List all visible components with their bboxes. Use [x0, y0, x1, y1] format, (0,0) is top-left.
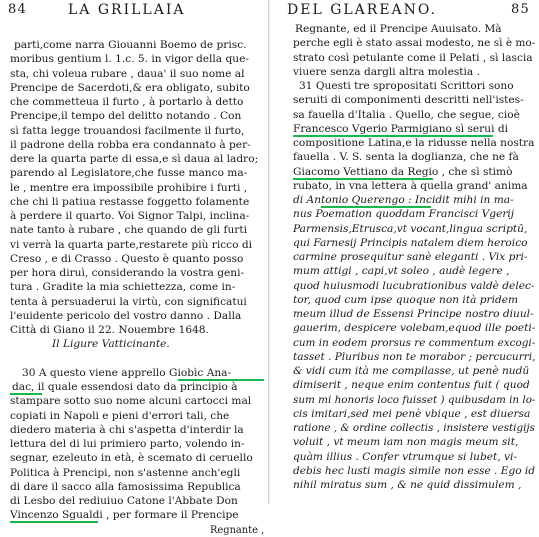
text-line: sta, chi voleua rubare , daua' il suo nome al [10, 67, 245, 80]
text-line: meum illud de Essensi Principe nostro diuul- [293, 308, 534, 320]
text-line: seruiti di componimenti descritti nell'istes- [293, 94, 524, 107]
text-line: dac, il quale essendosi dato da principio à [12, 381, 238, 393]
text-line: tenta à persuaderui la virtù, con significatui [10, 295, 247, 308]
text-line: cum in eodem prorsus re commentum excogi- [293, 336, 536, 349]
text-line: Prencipe de Sacerdoti,& era obligato, subito [10, 81, 250, 94]
text-line: Regnante, ed il Prencipe Auuisato. Mà [295, 23, 502, 35]
text-line: quàm illius . Confer vtrumque si lubet, vi- [293, 450, 517, 463]
text-line: sa fauella d'Italia . Quello, che segue, cioè [293, 108, 520, 121]
text-line: lettura del di lui primiero parto, volendo in- [10, 438, 245, 450]
text-line: nus Poemation quoddam Francisci Vgerij [293, 208, 515, 221]
text-line: tasset . Pluribus non te morabor ; percucurri, [293, 350, 536, 363]
text-line: debis hec lusti magis simile non esse . Ego id [293, 464, 536, 477]
text-line: gauerim, despicere volebam,equod ille poeti- [293, 322, 536, 335]
text-line: sum mi honoris loco fuisset ) quibusdam in lo- [293, 393, 536, 406]
text-line: strato così petulante come il Pelati , sì lascia [293, 51, 533, 64]
text-line: Parmensis,Etrusca,vt vocant,lingua scriptū, [293, 222, 528, 235]
text-line: parendo al Legislatore,che fusse manco ma- [10, 167, 248, 180]
text-line: dimiserit , neque enim contentus fuit ( quod [293, 379, 530, 392]
text-line: copiati in Napoli e pieni d'errori tali, che [10, 409, 230, 422]
text-line: cis imitari,sed mei penè vbique , est diuersa [293, 407, 531, 420]
text-line: Prencipe,il tempo del delitto notando . Con [10, 110, 242, 123]
text-line: Vincenzo Sgualdi , per formare il Prencipe [10, 509, 239, 522]
text-line: sì fatta legge trouandosi facilmente il furto, [10, 124, 245, 137]
text-line: viuere senza dargli altra molestia . [293, 65, 480, 78]
text-line: & vidi cum ità me compilasse, ut penè nudū [293, 365, 530, 377]
text-line: di Lesbo del rediuiuo Catone l'Abbate Don [10, 495, 238, 507]
text-line: diedero materia à chi s'aspetta d'interdir la [10, 423, 244, 436]
left-page [0, 0, 268, 536]
text-line: nate tanto à rubare , che quando de gli furti [10, 224, 247, 237]
text-line: perche egli è stato assai modesto, ne sì è mo- [293, 37, 536, 50]
running-title: DEL GLAREANO. [287, 2, 438, 18]
text-line: che chi li patiua restasse foggetto folamente [10, 195, 250, 208]
page-number: 85 [511, 2, 530, 17]
text-line: il padrone della robba era condannato à per- [10, 138, 251, 151]
right-page [271, 0, 539, 504]
text-line: l'euidente pericolo del vostro danno . Dalla [10, 309, 242, 322]
text-line: Il Ligure Vatticinante. [52, 338, 170, 351]
text-line: di Antonio Querengo : Incidit mihi in ma- [293, 194, 514, 206]
green-underline-highlight [293, 135, 493, 137]
text-line: à perdere il quarto. Voi Signor Talpi, inclina- [10, 210, 250, 222]
text-line: nihil miratus sum , & ne quid dissimulem , [293, 479, 522, 491]
text-line: fauella . V. S. senta la doglianza, che ne fà [293, 151, 519, 164]
text-line: quod huiusmodi lucubrationibus valdè delec- [293, 279, 535, 292]
page-number: 84 [8, 2, 27, 17]
text-line: Creso , e di Crasso . Questo è quanto posso [10, 252, 244, 265]
text-line: dere la quarta parte di essa,e sì daua al ladro; [10, 153, 259, 165]
text-line: voluit , vt meum iam non magis meum sit, [293, 436, 519, 449]
text-line: carmine prosequitur sanè eleganti . Vix pri- [293, 251, 528, 263]
text-line: stampare sotto suo nome alcuni cartocci mal [10, 395, 252, 408]
text-line: Politica à Prencipi, non s'astenne anch'egli [10, 466, 241, 479]
text-line: moribus gentium l. 1.c. 5. in vigor della que- [10, 53, 249, 66]
running-title: LA GRILLAIA [68, 2, 186, 18]
green-underline-highlight [293, 178, 433, 180]
text-line: tor, quod cum ipse quoque non ità pridem [293, 293, 519, 306]
text-line: Città di Giano il 22. Nouembre 1648. [10, 324, 209, 336]
text-line: tura . Gradite la mia schiettezza, come in- [10, 281, 236, 294]
text-line: 31 Questi tre spropositati Scrittori sono [299, 80, 514, 92]
text-line: le , mentre era impossibile prohibire i furti , [10, 181, 248, 194]
text-line: qui Farnesij Principis natalem diem heroico [293, 236, 528, 249]
text-line: parti,come narra Giouanni Boemo de prisc. [14, 39, 247, 51]
text-line: ratione , & ordine collectis , insistere vestigijs [293, 422, 535, 434]
green-underline-highlight [178, 379, 264, 381]
green-underline-highlight [321, 206, 431, 208]
text-line: segnar, ezeleuto in età, è scemato di ceruello [10, 452, 253, 465]
green-underline-highlight [10, 393, 42, 395]
text-line: Giacomo Vettiano da Regio , che sì stimò [293, 165, 513, 178]
text-line: Francesco Vgerio Parmigiano sì serui di [293, 122, 508, 135]
green-underline-highlight [10, 521, 98, 523]
text-line: mum attigi , capi,vt soleo , audè legere , [293, 265, 510, 278]
text-line: rubato, in vna lettera à quella grand' anima [293, 179, 528, 192]
text-line: vi verrà la quarta parte,restarete più ricco di [10, 238, 253, 251]
text-line: compositione Latina,e la ridusse nella nostra [293, 137, 535, 149]
text-line: 30 A questo viene apprello Giobìc Ana- [22, 366, 232, 379]
text-line: Regnante , [210, 523, 265, 536]
text-line: per hora diruì, considerando la vostra geni- [10, 267, 245, 279]
text-line: di dare il sacco alla famosissima Republica [10, 480, 241, 493]
text-line: che commetteua il furto , à portarlo à detto [10, 96, 244, 108]
